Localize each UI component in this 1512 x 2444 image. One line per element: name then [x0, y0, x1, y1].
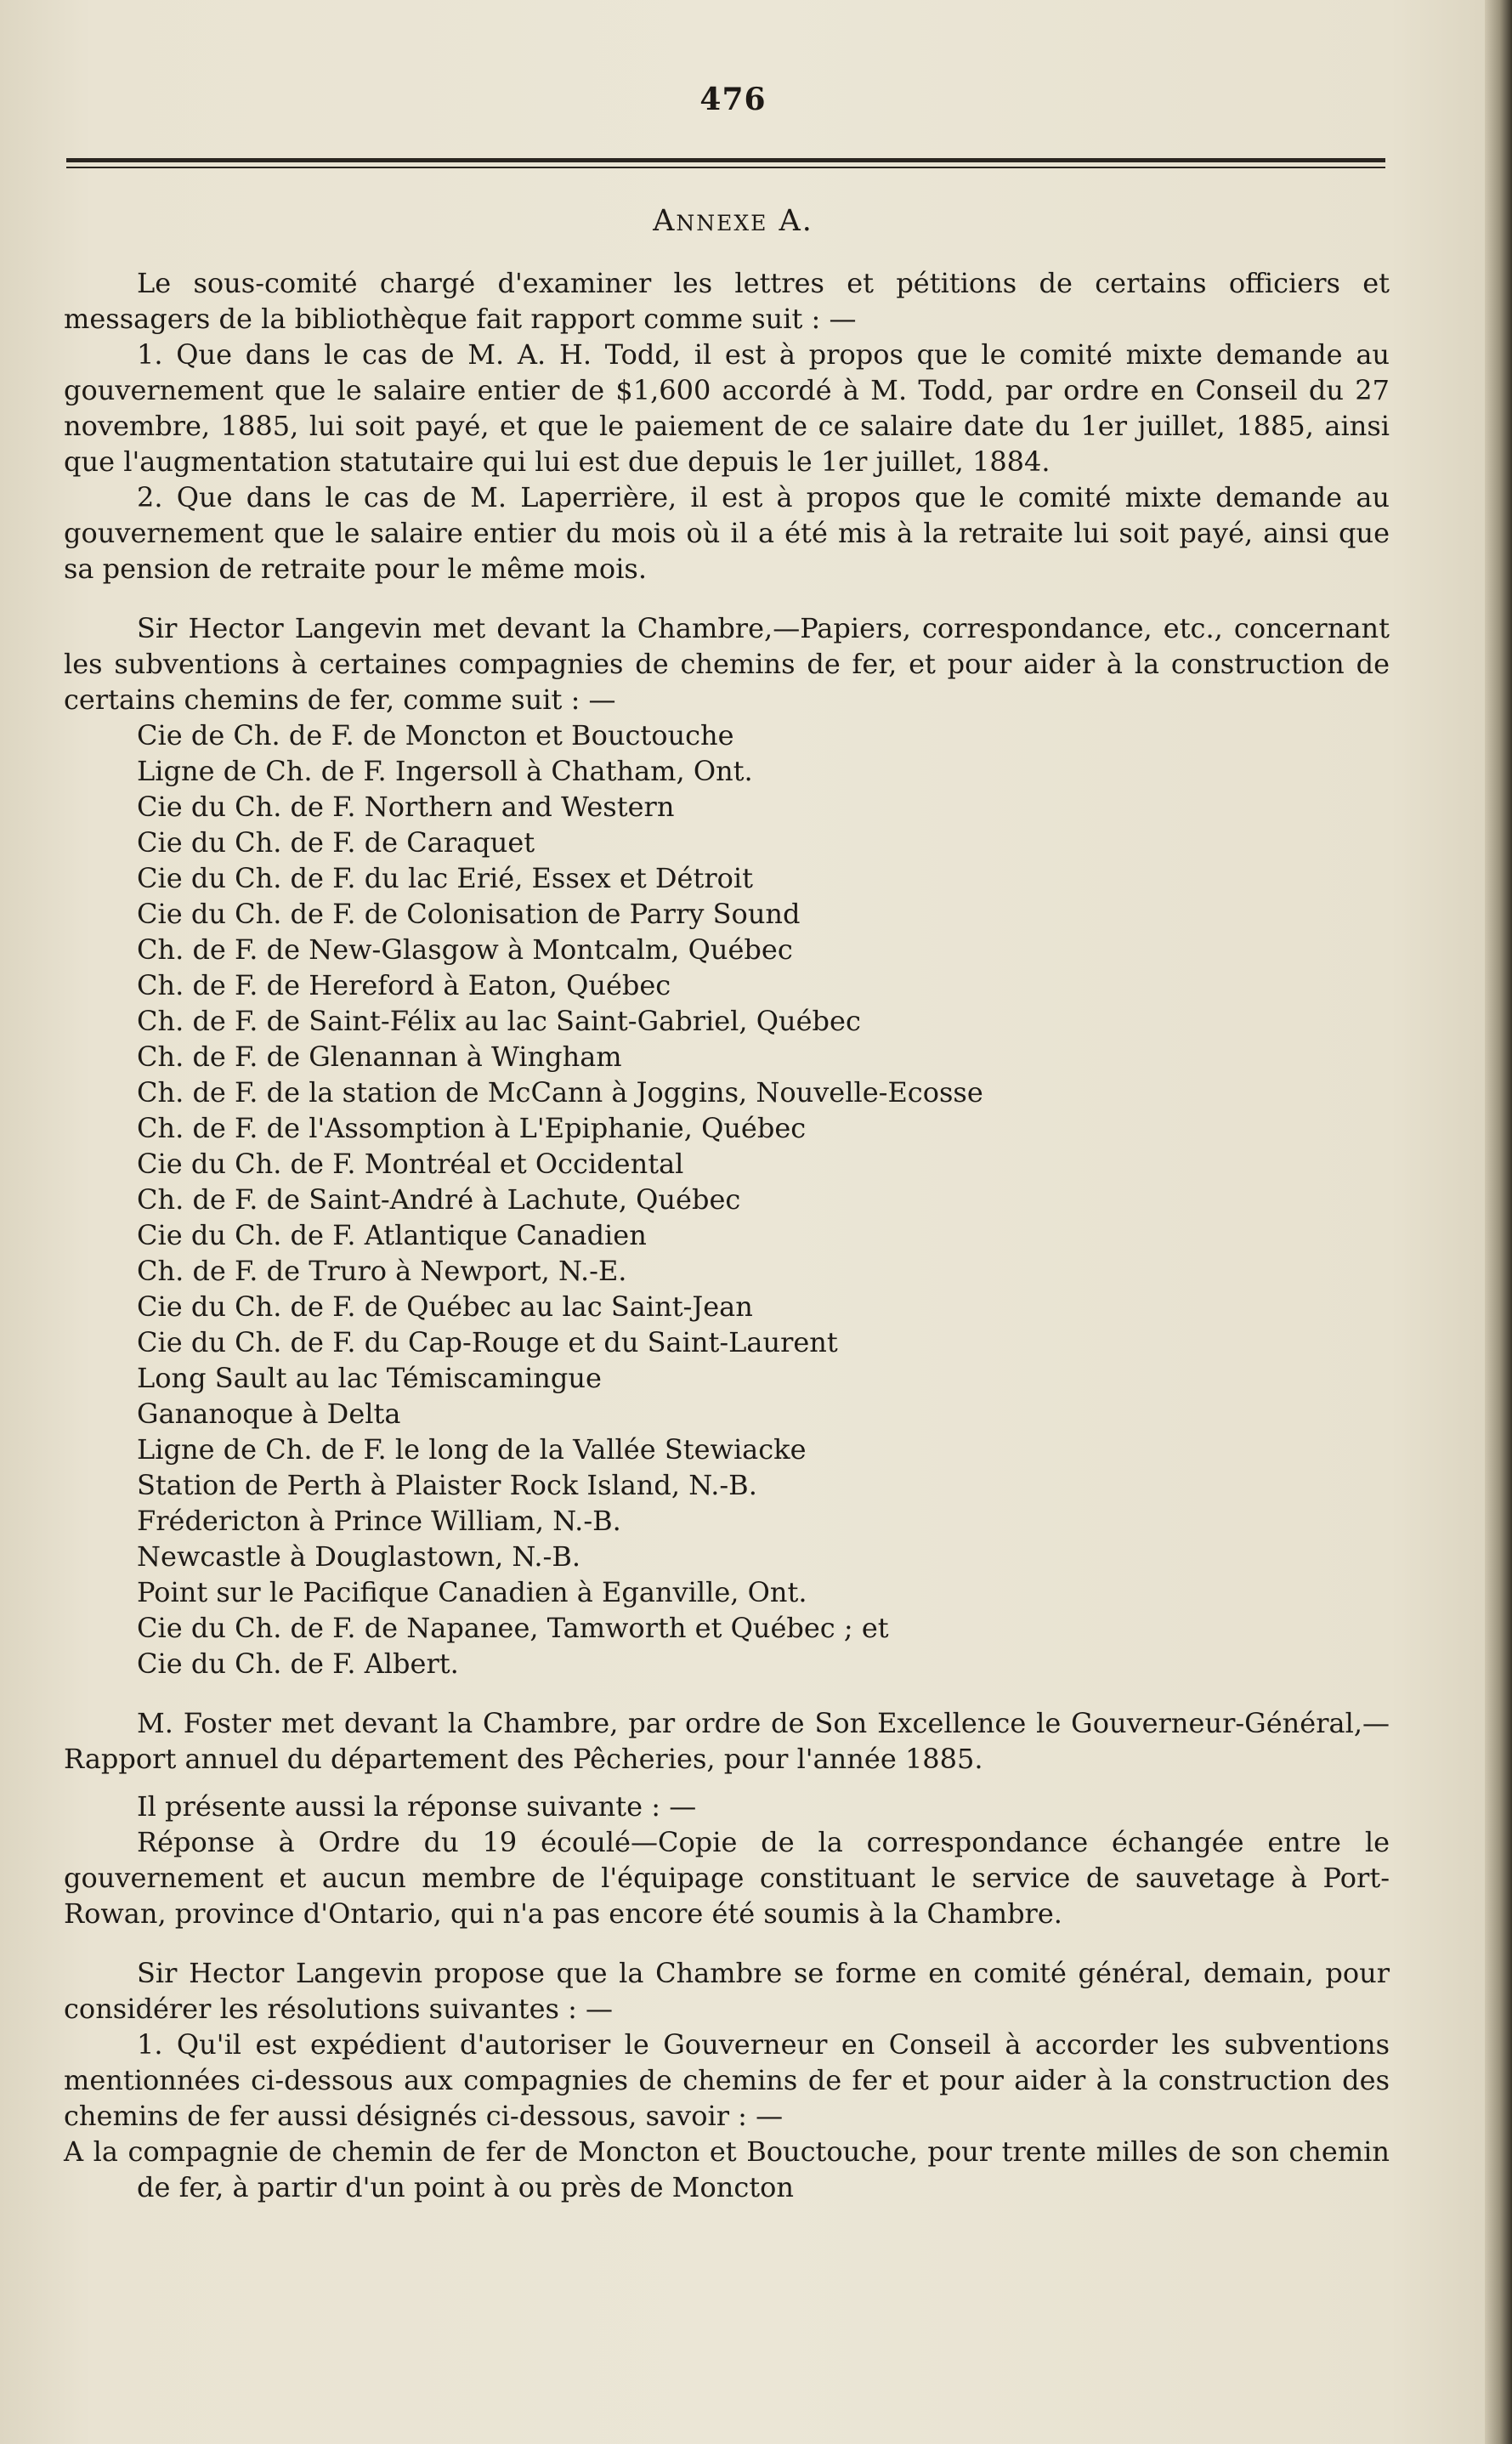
paragraph-langevin-committee: Sir Hector Langevin propose que la Chambre se forme en comité général, demain, pour considérer les résolutions suivantes : —	[64, 1957, 1390, 2025]
railway-list-item: Cie du Ch. de F. du lac Erié, Essex et Détroit	[137, 862, 753, 894]
section-spacer	[64, 587, 1390, 610]
railway-list	[64, 717, 1390, 1681]
railway-list-item: Cie du Ch. de F. Albert.	[137, 1647, 459, 1680]
railway-list-item: Cie de Ch. de F. de Moncton et Bouctouche	[137, 719, 734, 751]
railway-list-item: Cie du Ch. de F. Northern and Western	[137, 791, 675, 823]
railway-list-item: Ligne de Ch. de F. Ingersoll à Chatham, Ont.	[137, 755, 753, 787]
railway-list-item: Frédericton à Prince William, N.-B.	[137, 1505, 621, 1537]
paragraph-subcommittee-report: Le sous-comité chargé d'examiner les lettres et pétitions de certains officiers et messagers de la bibliothèque fait rapport comme suit : —	[64, 267, 1390, 335]
paragraph-laperriere: 2. Que dans le cas de M. Laperrière, il est à propos que le comité mixte demande au gouvernement que le salaire entier du mois où il a été mis à la retraite lui soit payé, ainsi que sa pension de retraite pour le même mois.	[64, 481, 1390, 585]
page-number: 476	[699, 82, 767, 117]
paragraph-moncton-subsidy: A la compagnie de chemin de fer de Moncton et Bouctouche, pour trente milles de son chemin de fer, à partir d'un point à ou près de Moncton	[64, 2135, 1390, 2203]
paragraph-response-intro: Il présente aussi la réponse suivante : —	[137, 1790, 697, 1823]
railway-list-item: Ch. de F. de Hereford à Eaton, Québec	[137, 969, 671, 1001]
railway-list-item: Cie du Ch. de F. de Caraquet	[137, 826, 535, 859]
railway-list-item: Gananoque à Delta	[137, 1398, 401, 1430]
paragraph-foster-report: M. Foster met devant la Chambre, par ordre de Son Excellence le Gouverneur-Général,—Rapport annuel du département des Pêcheries, pour l'année 1885.	[64, 1707, 1390, 1775]
section-spacer	[64, 1777, 1390, 1789]
railway-list-item: Cie du Ch. de F. Montréal et Occidental	[137, 1148, 684, 1180]
railway-list-item: Long Sault au lac Témiscamingue	[137, 1362, 602, 1394]
railway-list-item: Cie du Ch. de F. de Napanee, Tamworth et Québec ; et	[137, 1612, 889, 1644]
section-spacer	[64, 1681, 1390, 1705]
section-spacer	[64, 1931, 1390, 1955]
page-edge-shadow	[1485, 0, 1512, 2444]
header-rule-thin	[66, 167, 1385, 168]
paragraph-port-rowan: Réponse à Ordre du 19 écoulé—Copie de la correspondance échangée entre le gouvernement et aucun membre de l'équipage constituant le service de sauvetage à Port-Rowan, province d'Ontario, qui n'a pas encore été soumis à la Chambre.	[64, 1826, 1390, 1930]
railway-list-item: Ch. de F. de New-Glasgow à Montcalm, Québec	[137, 933, 793, 966]
railway-list-item: Ch. de F. de Glenannan à Wingham	[137, 1041, 622, 1073]
paragraph-langevin-papers: Sir Hector Langevin met devant la Chambre,—Papiers, correspondance, etc., concernant les subventions à certaines compagnies de chemins de fer, et pour aider à la construction de certains chemins de fer, comme suit : —	[64, 612, 1390, 716]
railway-list-item: Cie du Ch. de F. du Cap-Rouge et du Saint-Laurent	[137, 1326, 838, 1358]
railway-list-item: Ch. de F. de Truro à Newport, N.-E.	[137, 1255, 627, 1287]
railway-list-item: Ch. de F. de la station de McCann à Joggins, Nouvelle-Ecosse	[137, 1076, 983, 1109]
railway-list-item: Ch. de F. de Saint-Félix au lac Saint-Gabriel, Québec	[137, 1005, 861, 1037]
railway-list-item: Cie du Ch. de F. de Colonisation de Parry Sound	[137, 898, 801, 930]
body-text	[64, 265, 1390, 2205]
railway-list-item: Ch. de F. de l'Assomption à L'Epiphanie, Québec	[137, 1112, 807, 1144]
railway-list-item: Point sur le Pacifique Canadien à Eganville, Ont.	[137, 1576, 807, 1608]
header-rule-thick	[66, 158, 1385, 162]
railway-list-item: Station de Perth à Plaister Rock Island, N.-B.	[137, 1469, 757, 1501]
railway-list-item: Ch. de F. de Saint-André à Lachute, Québec	[137, 1183, 741, 1216]
railway-list-item: Newcastle à Douglastown, N.-B.	[137, 1540, 581, 1573]
railway-list-item: Cie du Ch. de F. de Québec au lac Saint-Jean	[137, 1290, 753, 1323]
annexe-heading: Annexe A.	[653, 204, 813, 238]
railway-list-item: Ligne de Ch. de F. le long de la Vallée Stewiacke	[137, 1433, 807, 1466]
paragraph-todd: 1. Que dans le cas de M. A. H. Todd, il est à propos que le comité mixte demande au gouvernement que le salaire entier de $1,600 accordé à M. Todd, par ordre en Conseil du 27 novembre, 1885, lui soit payé, et que le paiement de ce salaire date du 1er juillet, 1885, ainsi que l'augmentation statutaire qui lui est due depuis le 1er juillet, 1884.	[64, 338, 1390, 478]
railway-list-item: Cie du Ch. de F. Atlantique Canadien	[137, 1219, 647, 1251]
paragraph-resolution-1: 1. Qu'il est expédient d'autoriser le Gouverneur en Conseil à accorder les subventions mentionnées ci-dessous aux compagnies de chemins de fer et pour aider à la construction des chemins de fer aussi désignés ci-dessous, savoir : —	[64, 2028, 1390, 2132]
